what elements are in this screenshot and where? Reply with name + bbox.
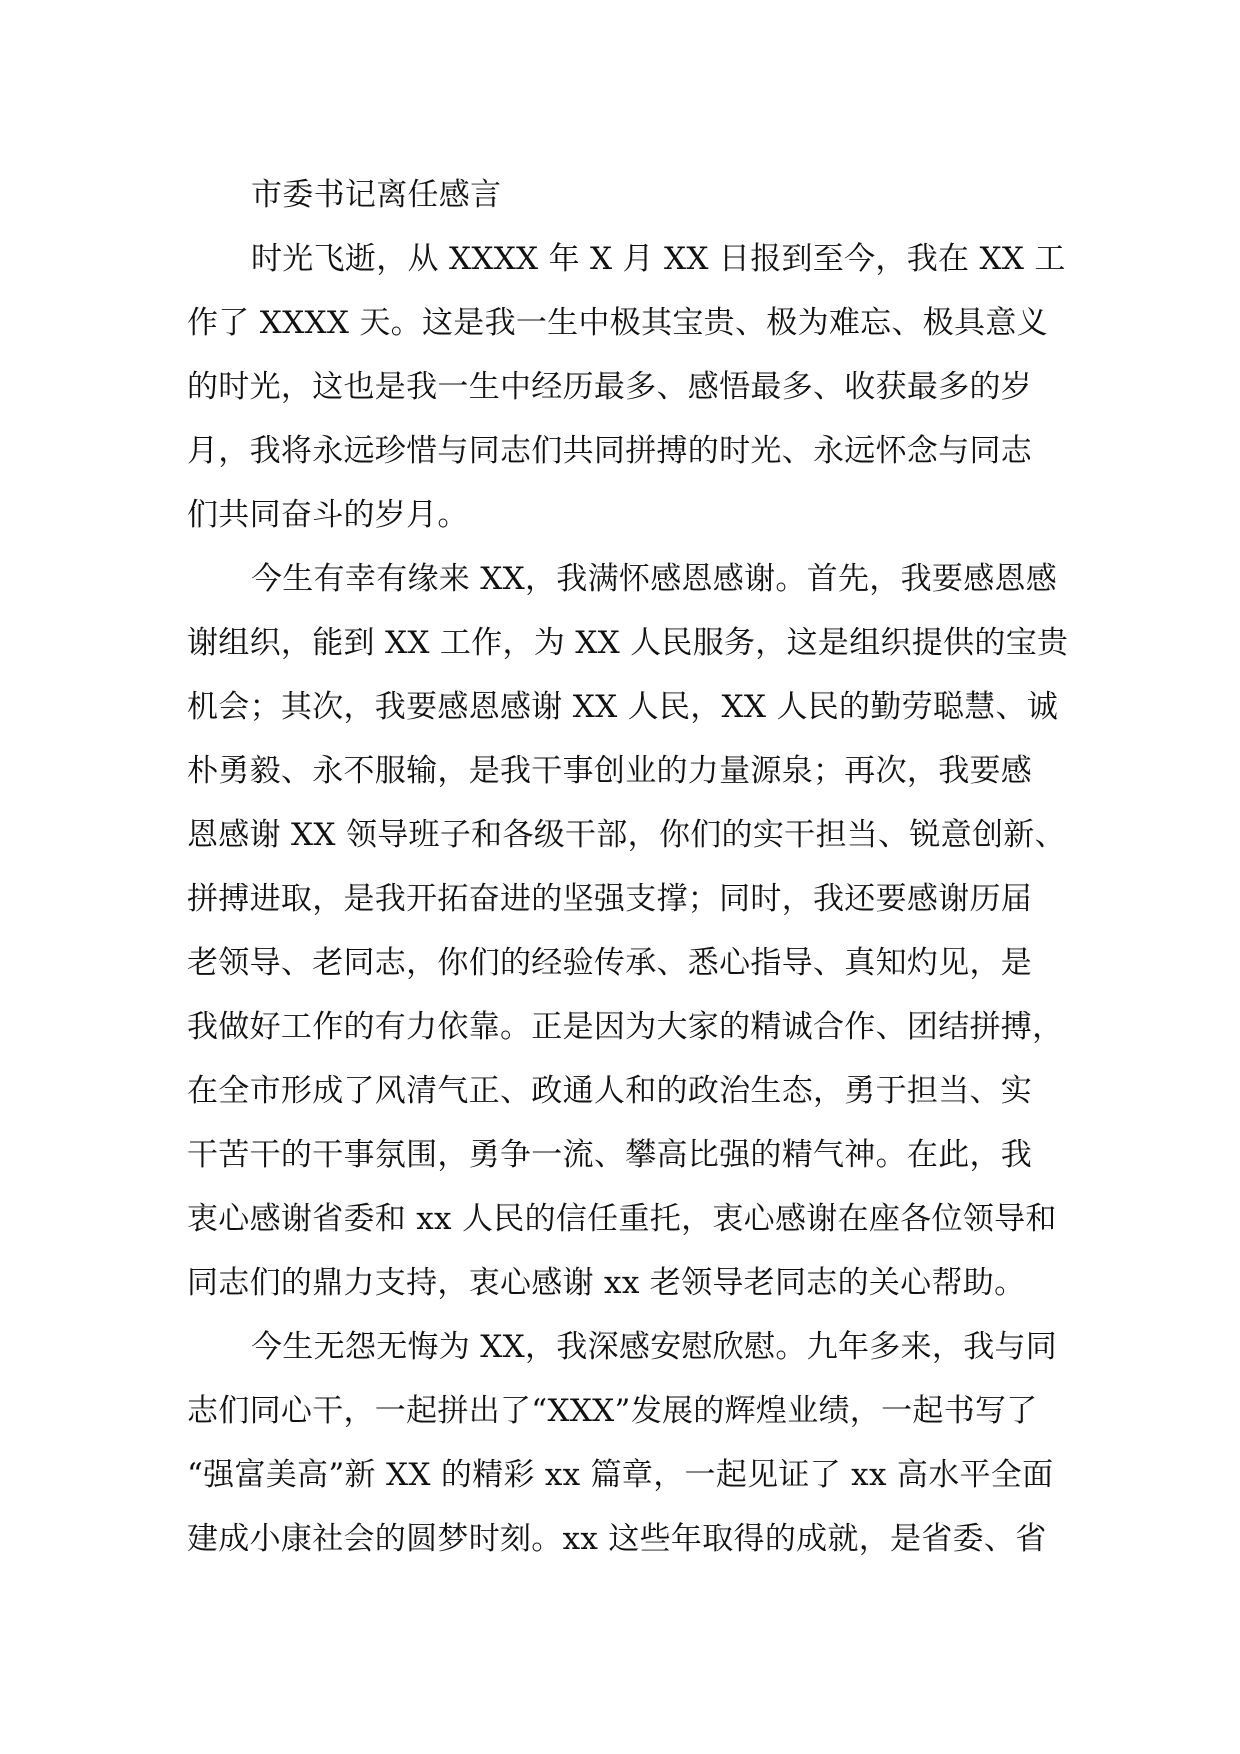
paragraph-1-line-1: 时光飞逝，从 XXXX 年 X 月 XX 日报到至今，我在 XX 工 bbox=[251, 241, 1066, 277]
document-body bbox=[187, 163, 1067, 1571]
paragraph-2-line-7: 老领导、老同志，你们的经验传承、悉心指导、真知灼见，是 bbox=[187, 945, 1033, 981]
paragraph-2-line-10: 干苦干的干事氛围，勇争一流、攀高比强的精气神。在此，我 bbox=[187, 1137, 1033, 1173]
paragraph-2-line-12: 同志们的鼎力支持，衷心感谢 xx 老领导老同志的关心帮助。 bbox=[187, 1265, 1026, 1301]
paragraph-2-line-3: 机会；其次，我要感恩感谢 XX 人民，XX 人民的勤劳聪慧、诚 bbox=[187, 689, 1059, 725]
paragraph-2-line-8: 我做好工作的有力依靠。正是因为大家的精诚合作、团结拼搏， bbox=[187, 1009, 1064, 1045]
paragraph-1-line-3: 的时光，这也是我一生中经历最多、感悟最多、收获最多的岁 bbox=[187, 369, 1033, 405]
paragraph-3-line-2: 志们同心干，一起拼出了“XXX”发展的辉煌业绩，一起书写了 bbox=[187, 1393, 1038, 1429]
paragraph-3-line-3: “强富美高”新 XX 的精彩 xx 篇章，一起见证了 xx 高水平全面 bbox=[187, 1457, 1054, 1493]
paragraph-2-line-1: 今生有幸有缘来 XX，我满怀感恩感谢。首先，我要感恩感 bbox=[251, 561, 1058, 597]
paragraph-2-line-11: 衷心感谢省委和 xx 人民的信任重托，衷心感谢在座各位领导和 bbox=[187, 1201, 1057, 1237]
paragraph-2-line-4: 朴勇毅、永不服输，是我干事创业的力量源泉；再次，我要感 bbox=[187, 753, 1033, 789]
paragraph-3-line-1: 今生无怨无悔为 XX，我深感安慰欣慰。九年多来，我与同 bbox=[251, 1329, 1058, 1365]
paragraph-2-line-6: 拼搏进取，是我开拓奋进的坚强支撑；同时，我还要感谢历届 bbox=[187, 881, 1033, 917]
paragraph-2-line-2: 谢组织，能到 XX 工作，为 XX 人民服务，这是组织提供的宝贵 bbox=[187, 625, 1069, 661]
paragraph-2-line-9: 在全市形成了风清气正、政通人和的政治生态，勇于担当、实 bbox=[187, 1073, 1033, 1109]
paragraph-1-line-5: 们共同奋斗的岁月。 bbox=[187, 497, 469, 533]
document-title: 市委书记离任感言 bbox=[251, 177, 502, 213]
paragraph-2-line-5: 恩感谢 XX 领导班子和各级干部，你们的实干担当、锐意创新、 bbox=[187, 817, 1066, 853]
paragraph-1-line-2: 作了 XXXX 天。这是我一生中极其宝贵、极为难忘、极具意义 bbox=[187, 305, 1048, 341]
paragraph-3-line-4: 建成小康社会的圆梦时刻。xx 这些年取得的成就，是省委、省 bbox=[187, 1521, 1047, 1557]
paragraph-1-line-4: 月，我将永远珍惜与同志们共同拼搏的时光、永远怀念与同志 bbox=[187, 433, 1033, 469]
